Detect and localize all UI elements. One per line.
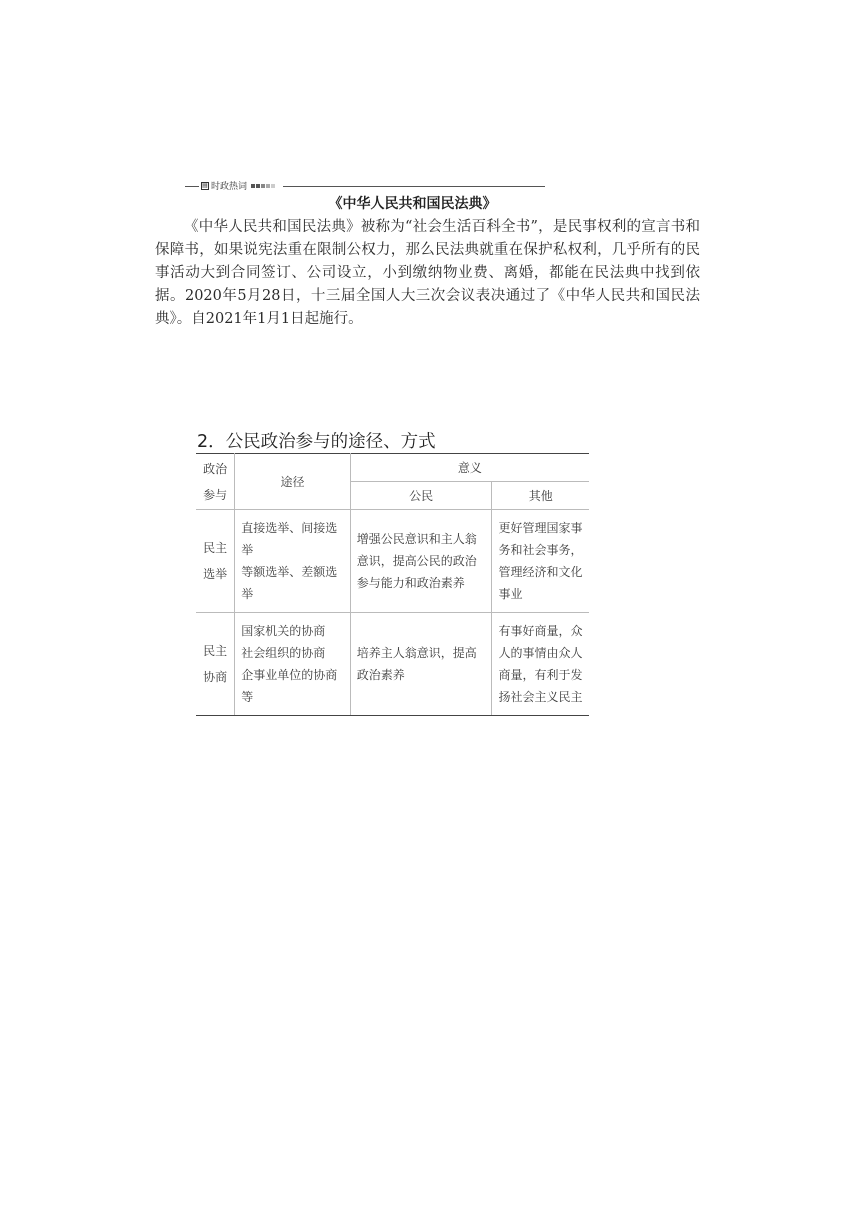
hotword-paragraph: 《中华人民共和国民法典》被称为“社会生活百科全书”，是民事权利的宣言书和保障书，如果说宪法重在限制公权力，那么民法典就重在保护私权利，几乎所有的民事活动大到合同签订、公司设立，小到缴纳物业费、离婚，都能在民法典中找到依据。2020年5月28日，十三届全国人大三次会议表决通过了《中华人民共和国民法典》。自2021年1月1日起施行。 — [155, 219, 700, 327]
table-row — [196, 613, 589, 716]
hotword-tag — [201, 179, 275, 192]
book-icon: ▤ — [202, 181, 208, 189]
row-other: 有事好商量，众人的事情由众人商量，有利于发扬社会主义民主 — [492, 613, 589, 716]
hotword-header — [155, 178, 700, 192]
dots-decoration — [251, 184, 275, 188]
header-way: 途径 — [235, 454, 351, 510]
row-citizen: 培养主人翁意识，提高政治素养 — [350, 613, 492, 716]
header-citizen: 公民 — [350, 482, 492, 510]
divider — [283, 186, 545, 187]
hotword-box — [155, 178, 700, 331]
header-item: 政治 参与 — [196, 454, 235, 510]
row-name: 民主 选举 — [196, 510, 235, 613]
participation-table — [196, 453, 589, 716]
hotword-tag-label: 时政热词 — [211, 182, 248, 192]
row-way: 直接选举、间接选举 等额选举、差额选举 — [235, 510, 351, 613]
header-other: 其他 — [492, 482, 589, 510]
row-other: 更好管理国家事务和社会事务，管理经济和文化事业 — [492, 510, 589, 613]
section-title: 2．公民政治参与的途径、方式 — [197, 432, 436, 452]
row-citizen: 增强公民意识和主人翁意识，提高公民的政治参与能力和政治素养 — [350, 510, 492, 613]
hotword-title: 《中华人民共和国民法典》 — [328, 196, 497, 212]
header-meaning: 意义 — [350, 454, 589, 482]
divider — [185, 186, 199, 187]
row-way: 国家机关的协商 社会组织的协商 企事业单位的协商等 — [235, 613, 351, 716]
row-name: 民主 协商 — [196, 613, 235, 716]
table-row — [196, 510, 589, 613]
